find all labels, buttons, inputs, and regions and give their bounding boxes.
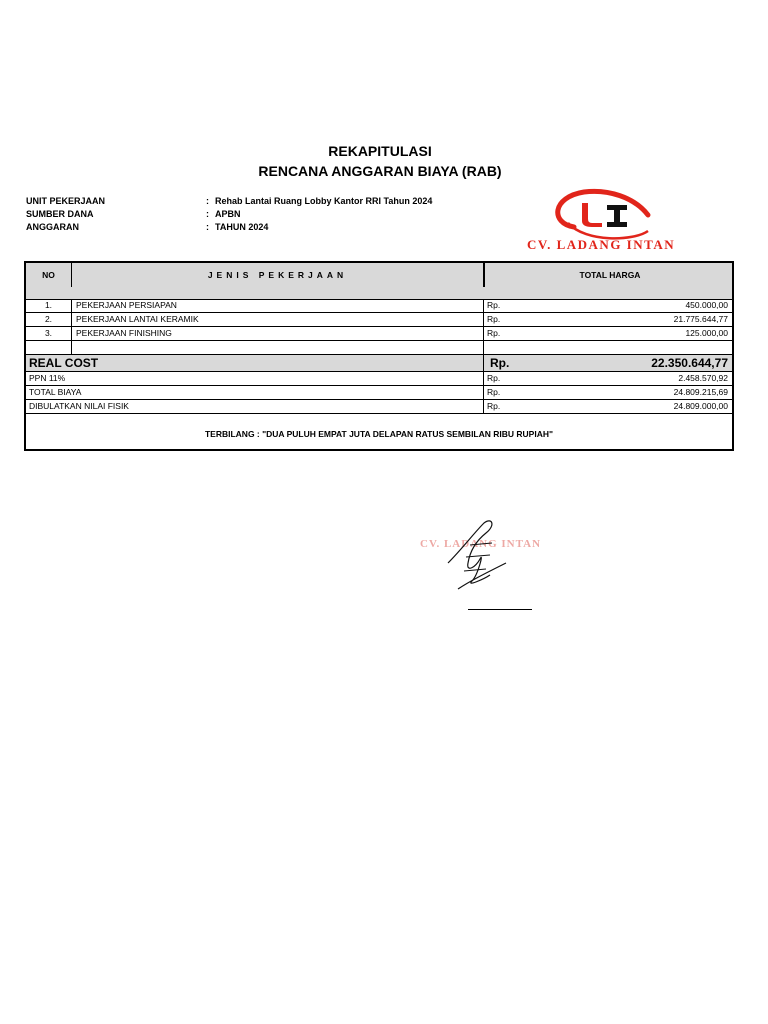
row-currency: Rp. bbox=[483, 327, 563, 340]
summary-label: TOTAL BIAYA bbox=[26, 386, 484, 399]
empty-cell bbox=[72, 341, 484, 354]
table-row bbox=[26, 327, 732, 341]
row-amount: 125.000,00 bbox=[685, 328, 728, 339]
summary-amount: 2.458.570,92 bbox=[678, 373, 728, 384]
row-no: 2. bbox=[26, 313, 72, 326]
summary-amount: 24.809.215,69 bbox=[673, 387, 728, 398]
summary-currency: Rp. bbox=[487, 387, 501, 398]
row-amount: 21.775.644,77 bbox=[673, 314, 728, 325]
real-cost-amount: 22.350.644,77 bbox=[651, 356, 728, 370]
table-header bbox=[26, 263, 732, 288]
info-separator: : bbox=[206, 196, 209, 206]
signature-icon bbox=[440, 515, 515, 595]
row-job-name: PEKERJAAN PERSIAPAN bbox=[72, 299, 484, 312]
real-cost-label: REAL COST bbox=[26, 355, 484, 371]
page-subtitle: RENCANA ANGGARAN BIAYA (RAB) bbox=[258, 163, 502, 179]
real-cost-currency: Rp. bbox=[490, 356, 510, 370]
summary-label: DIBULATKAN NILAI FISIK bbox=[26, 400, 484, 413]
summary-row-dibulatkan bbox=[26, 400, 732, 414]
info-label: ANGGARAN bbox=[26, 222, 79, 232]
row-no: 3. bbox=[26, 327, 72, 340]
row-amount: 450.000,00 bbox=[685, 300, 728, 311]
info-value: APBN bbox=[215, 209, 241, 219]
real-cost-row bbox=[26, 355, 732, 372]
summary-row-ppn bbox=[26, 372, 732, 386]
summary-currency: Rp. bbox=[487, 373, 501, 384]
row-no: 1. bbox=[26, 299, 72, 312]
row-currency: Rp. bbox=[483, 313, 563, 326]
row-job-name: PEKERJAAN FINISHING bbox=[72, 327, 484, 340]
row-job-name: PEKERJAAN LANTAI KERAMIK bbox=[72, 313, 484, 326]
info-separator: : bbox=[206, 209, 209, 219]
summary-row-total-biaya bbox=[26, 386, 732, 400]
table-row bbox=[26, 299, 732, 313]
info-value: Rehab Lantai Ruang Lobby Kantor RRI Tahun 2024 bbox=[215, 196, 433, 206]
info-label: SUMBER DANA bbox=[26, 209, 94, 219]
column-header-job: JENIS PEKERJAAN bbox=[72, 263, 484, 287]
terbilang-text: TERBILANG : "DUA PULUH EMPAT JUTA DELAPAN RATUS SEMBILAN RIBU RUPIAH" bbox=[204, 429, 554, 439]
column-header-no: NO bbox=[26, 263, 72, 287]
info-separator: : bbox=[206, 222, 209, 232]
empty-cell bbox=[26, 341, 72, 354]
row-currency: Rp. bbox=[483, 299, 563, 312]
table-row bbox=[26, 313, 732, 327]
company-logo-text: CV. LADANG INTAN bbox=[527, 237, 676, 252]
company-stamp: CV. LADANG INTAN bbox=[420, 538, 542, 550]
info-label: UNIT PEKERJAAN bbox=[26, 196, 106, 206]
summary-currency: Rp. bbox=[487, 401, 501, 412]
info-value: TAHUN 2024 bbox=[215, 222, 269, 232]
signature-line bbox=[468, 609, 532, 610]
summary-amount: 24.809.000,00 bbox=[673, 401, 728, 412]
summary-label: PPN 11% bbox=[26, 372, 484, 385]
page-title: REKAPITULASI bbox=[328, 143, 432, 159]
rab-table bbox=[24, 261, 734, 451]
table-empty-row bbox=[26, 341, 732, 355]
column-header-total: TOTAL HARGA bbox=[484, 263, 732, 287]
